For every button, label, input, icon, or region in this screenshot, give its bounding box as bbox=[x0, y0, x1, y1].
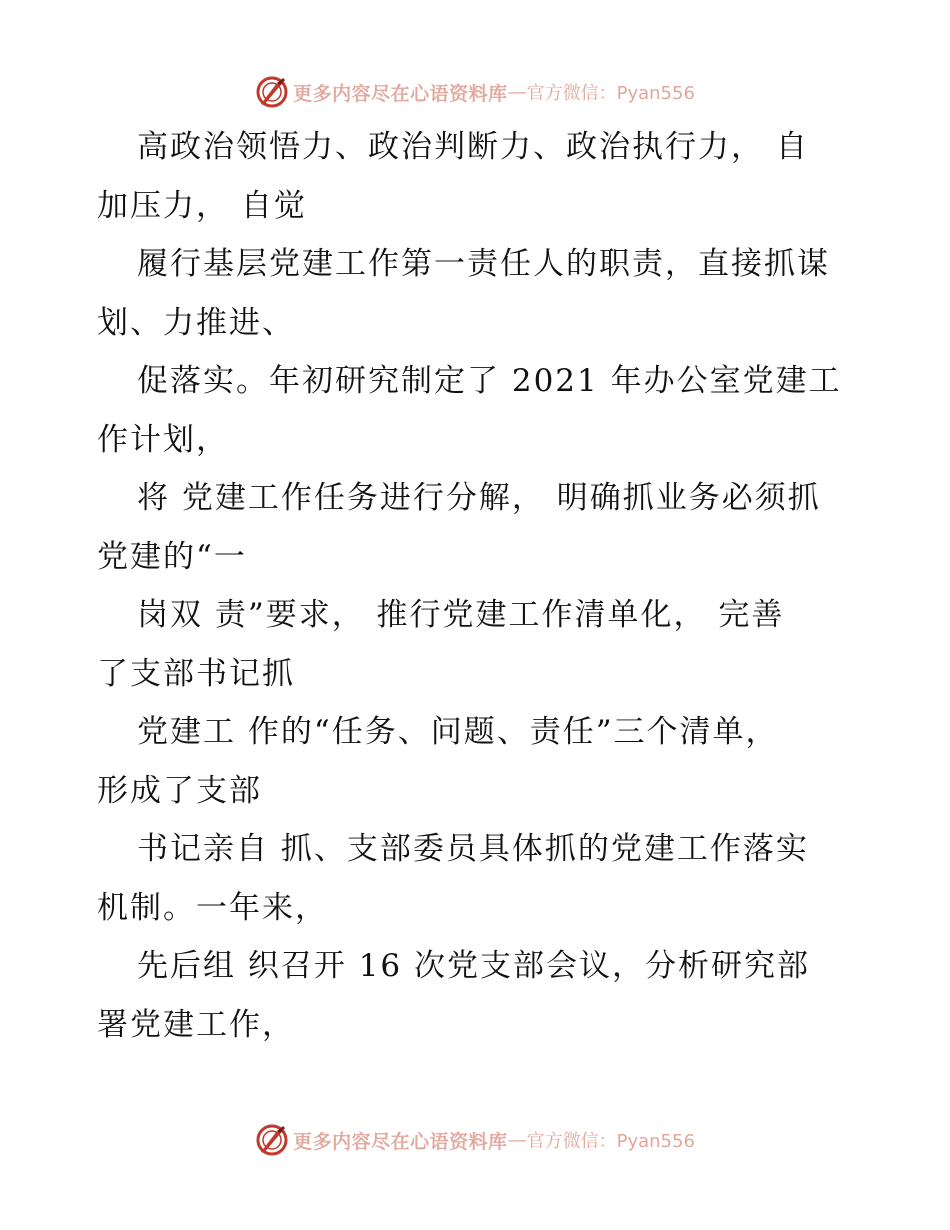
banner-separator: — bbox=[507, 81, 527, 103]
document-body bbox=[97, 118, 857, 1054]
text-line: 党建的“一 bbox=[97, 538, 247, 575]
text-line: 形成了支部 bbox=[97, 772, 262, 809]
text-line: 促落实。年初研究制定了 2021 年办公室党建工 bbox=[137, 363, 842, 399]
text-line: 机制。一年来， bbox=[97, 889, 328, 926]
text-line: 将 党建工作任务进行分解， 明确抓业务必须抓 bbox=[137, 480, 821, 516]
text-line: 岗双 责”要求， 推行党建工作清单化， 完善 bbox=[137, 597, 785, 633]
banner-title: 更多内容尽在心语资料库 bbox=[293, 1130, 508, 1153]
quill-logo-icon bbox=[255, 1123, 289, 1157]
banner-title: 更多内容尽在心语资料库 bbox=[293, 82, 508, 105]
header-banner bbox=[0, 72, 950, 112]
text-line: 作计划， bbox=[97, 421, 229, 458]
text-line: 加压力， 自觉 bbox=[97, 187, 307, 224]
banner-wechat: 官方微信：Pyan556 bbox=[526, 83, 695, 104]
text-line: 署党建工作， bbox=[97, 1006, 295, 1043]
text-line: 履行基层党建工作第一责任人的职责，直接抓谋 bbox=[137, 246, 830, 282]
footer-banner bbox=[0, 1120, 950, 1160]
text-line: 了支部书记抓 bbox=[97, 655, 295, 692]
banner-separator: — bbox=[507, 1129, 527, 1151]
text-line: 划、力推进、 bbox=[97, 304, 295, 341]
text-line: 先后组 织召开 16 次党支部会议，分析研究部 bbox=[137, 948, 811, 984]
text-line: 高政治领悟力、政治判断力、政治执行力， 自 bbox=[137, 129, 809, 165]
quill-logo-icon bbox=[255, 75, 289, 109]
text-line: 书记亲自 抓、支部委员具体抓的党建工作落实 bbox=[137, 831, 809, 867]
text-line: 党建工 作的“任务、问题、责任”三个清单， bbox=[137, 714, 779, 750]
banner-wechat: 官方微信：Pyan556 bbox=[526, 1131, 695, 1152]
